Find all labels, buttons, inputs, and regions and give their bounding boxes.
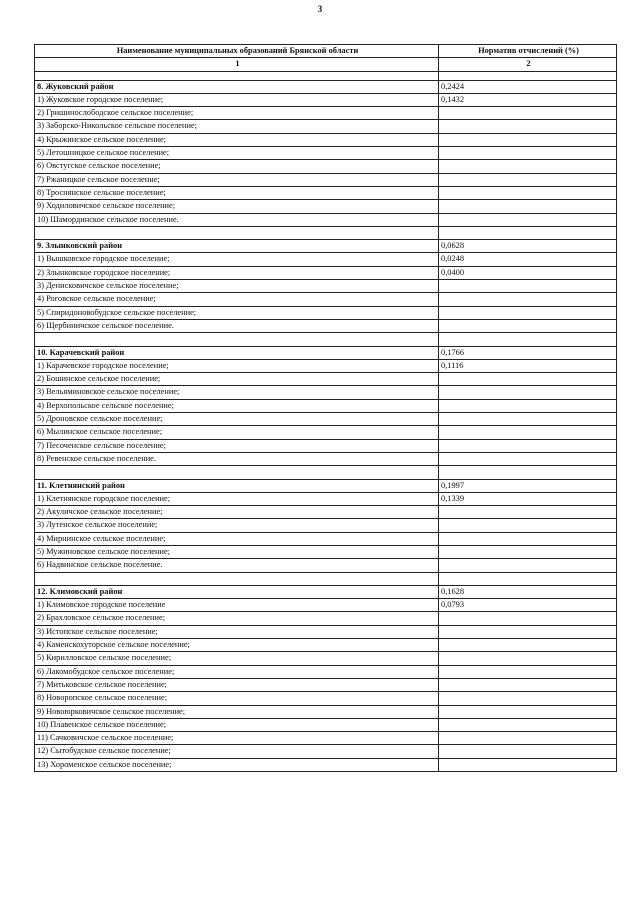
spacer-cell (35, 226, 439, 239)
settlement-name: 6) Овстугское сельское поселение; (35, 160, 439, 173)
district-row (35, 80, 617, 93)
settlement-name: 8) Троснянское сельское поселение; (35, 186, 439, 199)
settlement-rate (439, 678, 617, 691)
settlement-row (35, 359, 617, 372)
settlement-name: 6) Щербиничское сельское поселение. (35, 319, 439, 332)
settlement-rate (439, 173, 617, 186)
settlement-row (35, 413, 617, 426)
settlement-rate (439, 319, 617, 332)
settlement-name: 2) Акуличское сельское поселение; (35, 506, 439, 519)
settlement-name: 5) Кирилловское сельское поселение; (35, 652, 439, 665)
settlement-rate: 0,1339 (439, 492, 617, 505)
district-name: 9. Злынковский район (35, 240, 439, 253)
district-row (35, 479, 617, 492)
settlement-name: 4) Крыжинское сельское поселение; (35, 133, 439, 146)
settlement-row (35, 559, 617, 572)
settlement-rate (439, 280, 617, 293)
spacer-cell (439, 71, 617, 80)
settlement-name: 4) Каменскохуторское сельское поселение; (35, 639, 439, 652)
settlement-name: 3) Истопское сельское поселение; (35, 625, 439, 638)
settlement-row (35, 266, 617, 279)
spacer-row (35, 226, 617, 239)
settlement-name: 6) Надвинское сельское поселение. (35, 559, 439, 572)
settlement-name: 5) Дроновское сельское поселение; (35, 413, 439, 426)
district-name: 11. Клетнянский район (35, 479, 439, 492)
settlement-row (35, 492, 617, 505)
column-number-row (35, 58, 617, 71)
settlement-name: 13) Хороменское сельское поселение; (35, 758, 439, 771)
settlement-name: 2) Гришинослободское сельское поселение; (35, 107, 439, 120)
settlement-name: 10) Шамординское сельское поселение. (35, 213, 439, 226)
settlement-name: 2) Бошинское сельское поселение; (35, 373, 439, 386)
settlement-rate: 0,0793 (439, 599, 617, 612)
settlement-row (35, 186, 617, 199)
settlement-row (35, 293, 617, 306)
settlement-rate: 0,1116 (439, 359, 617, 372)
settlement-name: 3) Вельяминовское сельское поселение; (35, 386, 439, 399)
spacer-row (35, 333, 617, 346)
settlement-rate (439, 386, 617, 399)
settlement-row (35, 213, 617, 226)
settlement-row (35, 147, 617, 160)
settlement-rate (439, 306, 617, 319)
settlement-rate (439, 532, 617, 545)
settlement-row (35, 373, 617, 386)
settlement-rate (439, 373, 617, 386)
settlement-name: 5) Спиридоновобудское сельское поселение; (35, 306, 439, 319)
settlement-rate (439, 107, 617, 120)
settlement-name: 3) Денисковичское сельское поселение; (35, 280, 439, 293)
settlement-row (35, 399, 617, 412)
settlement-rate (439, 160, 617, 173)
settlement-rate (439, 652, 617, 665)
settlement-row (35, 665, 617, 678)
district-rate: 0,1628 (439, 585, 617, 598)
spacer-cell (35, 466, 439, 479)
settlement-rate (439, 718, 617, 731)
settlement-row (35, 758, 617, 771)
district-rate: 0,2424 (439, 80, 617, 93)
settlement-name: 6) Мылинское сельское поселение; (35, 426, 439, 439)
spacer-cell (439, 333, 617, 346)
settlement-rate (439, 692, 617, 705)
settlement-row (35, 532, 617, 545)
settlement-row (35, 452, 617, 465)
settlement-rate (439, 639, 617, 652)
settlement-rate: 0,0248 (439, 253, 617, 266)
settlement-rate (439, 399, 617, 412)
district-row (35, 585, 617, 598)
settlement-name: 2) Злынковское городское поселение; (35, 266, 439, 279)
settlement-row (35, 718, 617, 731)
settlement-row (35, 386, 617, 399)
spacer-cell (35, 572, 439, 585)
district-rate: 0,1766 (439, 346, 617, 359)
district-name: 8. Жуковский район (35, 80, 439, 93)
settlement-row (35, 625, 617, 638)
settlement-rate: 0,1432 (439, 93, 617, 106)
settlement-name: 9) Ходиловичское сельское поселение; (35, 200, 439, 213)
settlement-rate (439, 452, 617, 465)
district-name: 12. Климовский район (35, 585, 439, 598)
settlement-rate (439, 439, 617, 452)
settlement-name: 5) Летошницкое сельское поселение; (35, 147, 439, 160)
settlement-row (35, 612, 617, 625)
district-rate: 0,0628 (439, 240, 617, 253)
settlement-name: 3) Лутенское сельское поселение; (35, 519, 439, 532)
settlement-name: 1) Вышковское городское поселение; (35, 253, 439, 266)
settlement-row (35, 306, 617, 319)
spacer-row (35, 572, 617, 585)
settlement-rate (439, 186, 617, 199)
settlement-rate (439, 732, 617, 745)
spacer-cell (439, 466, 617, 479)
settlement-row (35, 133, 617, 146)
district-name: 10. Карачевский район (35, 346, 439, 359)
spacer-row (35, 71, 617, 80)
page-number: 3 (317, 4, 323, 14)
settlement-name: 3) Заборско-Никольское сельское поселение; (35, 120, 439, 133)
settlement-row (35, 107, 617, 120)
settlement-name: 4) Роговское сельское поселение; (35, 293, 439, 306)
settlement-name: 8) Новоропское сельское поселение; (35, 692, 439, 705)
settlement-row (35, 745, 617, 758)
header-rate: Норматив отчислений (%) (439, 45, 617, 58)
column-number-2: 2 (439, 58, 617, 71)
spacer-row (35, 466, 617, 479)
settlement-row (35, 173, 617, 186)
settlement-rate (439, 612, 617, 625)
settlement-name: 1) Жуковское городское поселение; (35, 93, 439, 106)
settlement-row (35, 426, 617, 439)
settlement-name: 1) Климовское городское поселение (35, 599, 439, 612)
settlement-rate (439, 293, 617, 306)
settlement-rate (439, 426, 617, 439)
settlement-row (35, 253, 617, 266)
header-municipality: Наименование муниципальных образований Брянской области (35, 45, 439, 58)
settlement-rate (439, 745, 617, 758)
settlement-rate (439, 413, 617, 426)
settlement-row (35, 599, 617, 612)
settlement-name: 4) Мирнинское сельское поселение; (35, 532, 439, 545)
table-body (35, 71, 617, 771)
settlement-name: 4) Верхопольское сельское поселение; (35, 399, 439, 412)
district-row (35, 346, 617, 359)
settlement-row (35, 200, 617, 213)
table-header-row (35, 45, 617, 58)
settlement-name: 10) Плавенское сельское поселение; (35, 718, 439, 731)
settlement-name: 11) Сачковичское сельское поселение; (35, 732, 439, 745)
settlement-row (35, 120, 617, 133)
settlement-rate (439, 147, 617, 160)
settlement-rate (439, 625, 617, 638)
settlement-rate: 0,0400 (439, 266, 617, 279)
settlement-row (35, 439, 617, 452)
settlement-row (35, 519, 617, 532)
district-rate: 0,1997 (439, 479, 617, 492)
settlement-rate (439, 519, 617, 532)
settlement-rate (439, 559, 617, 572)
spacer-cell (35, 333, 439, 346)
settlement-name: 6) Лакомобудское сельское поселение; (35, 665, 439, 678)
settlement-rate (439, 665, 617, 678)
settlement-name: 7) Митьковское сельское поселение; (35, 678, 439, 691)
settlement-row (35, 93, 617, 106)
settlement-name: 8) Ревенское сельское поселение. (35, 452, 439, 465)
settlement-name: 9) Новоюрковичское сельское поселение; (35, 705, 439, 718)
settlement-name: 1) Клетнянское городское поселение; (35, 492, 439, 505)
settlement-row (35, 732, 617, 745)
settlement-name: 5) Мужиновское сельское поселение; (35, 545, 439, 558)
settlement-row (35, 319, 617, 332)
settlement-name: 7) Песоченское сельское поселение; (35, 439, 439, 452)
settlement-row (35, 506, 617, 519)
spacer-cell (439, 226, 617, 239)
settlement-row (35, 678, 617, 691)
column-number-1: 1 (35, 58, 439, 71)
district-row (35, 240, 617, 253)
settlement-rate (439, 506, 617, 519)
settlement-rate (439, 200, 617, 213)
spacer-cell (439, 572, 617, 585)
settlement-row (35, 160, 617, 173)
settlement-row (35, 705, 617, 718)
settlement-name: 2) Брахловское сельское поселение; (35, 612, 439, 625)
settlement-rate (439, 133, 617, 146)
settlement-row (35, 692, 617, 705)
settlement-rate (439, 545, 617, 558)
spacer-cell (35, 71, 439, 80)
settlement-name: 1) Карачевское городское поселение; (35, 359, 439, 372)
settlement-rate (439, 705, 617, 718)
settlement-name: 12) Сытобудское сельское поселение; (35, 745, 439, 758)
settlement-row (35, 639, 617, 652)
settlement-rate (439, 120, 617, 133)
settlement-name: 7) Ржаницкое сельское поселение; (35, 173, 439, 186)
settlement-rate (439, 213, 617, 226)
settlement-row (35, 545, 617, 558)
allocation-table (34, 44, 617, 772)
settlement-row (35, 652, 617, 665)
settlement-row (35, 280, 617, 293)
settlement-rate (439, 758, 617, 771)
